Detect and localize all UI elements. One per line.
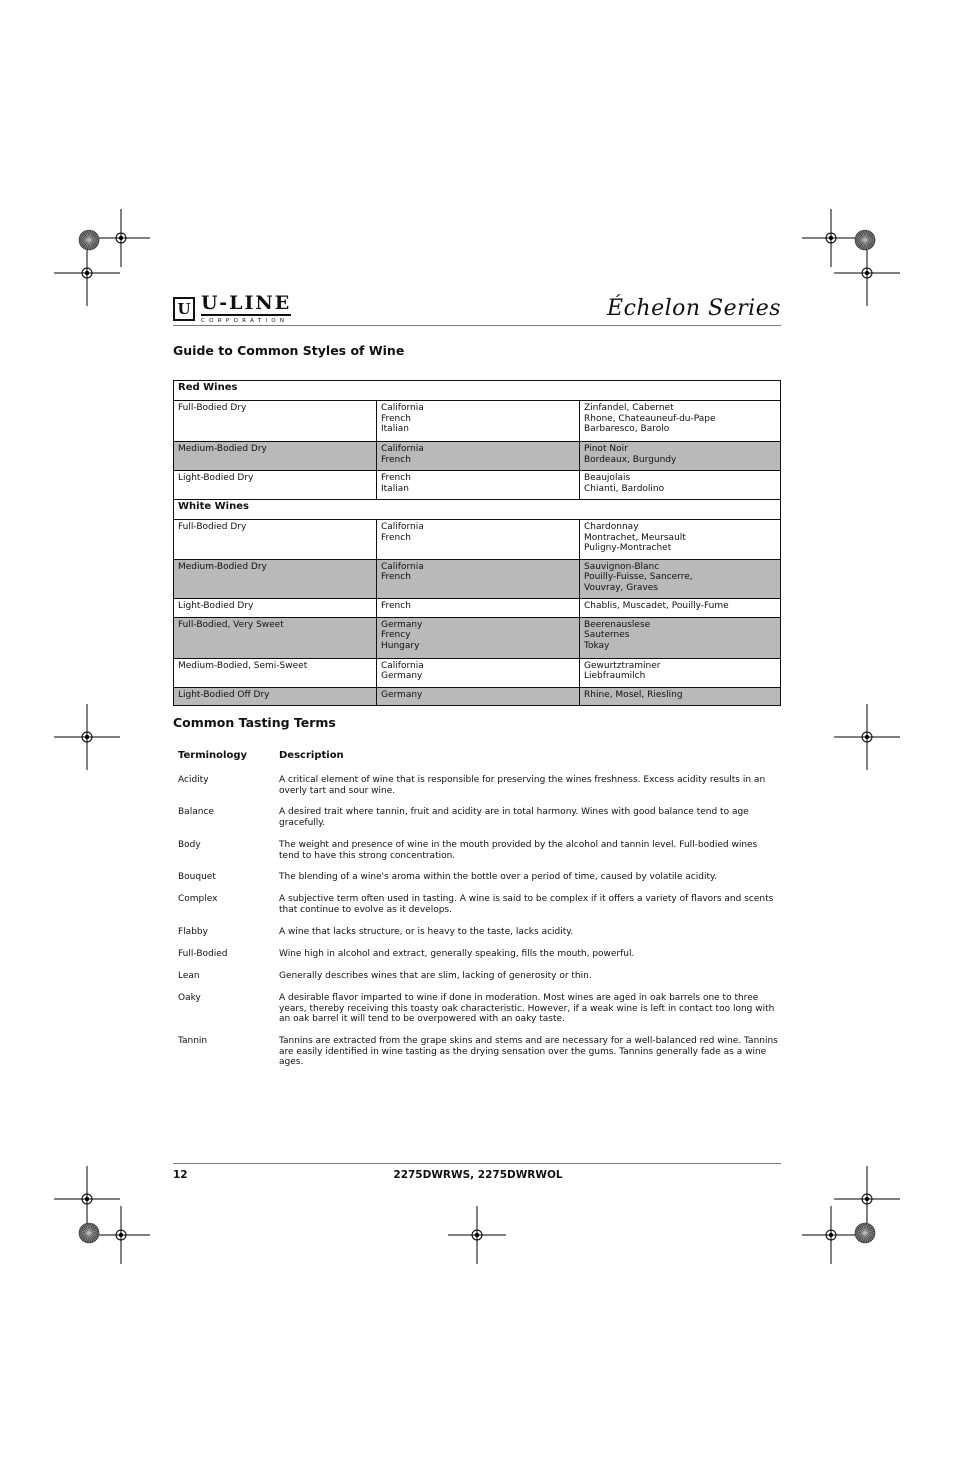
wine-examples [580, 559, 781, 599]
header-rule [173, 325, 781, 326]
category-row [174, 500, 781, 520]
logo-badge-icon: U [173, 297, 195, 321]
term-name: Complex [178, 894, 218, 904]
crosshair-mark-icon [448, 1206, 506, 1264]
term-row [178, 840, 778, 872]
page-number: 12 [173, 1169, 188, 1181]
term-row [178, 1036, 778, 1078]
wine-regions-line: Italian [381, 483, 409, 494]
wine-examples-line: Beerenauslese [584, 619, 651, 630]
wine-style: Medium-Bodied, Semi-Sweet [174, 658, 377, 687]
term-row [178, 971, 778, 993]
crosshair-mark-icon [54, 704, 120, 770]
wine-examples-line: Rhine, Mosel, Riesling [584, 689, 683, 700]
wine-examples [580, 401, 781, 442]
term-name: Balance [178, 807, 214, 817]
term-description: A critical element of wine that is responsible for preserving the wines freshness. Excess acidity results in an overly tart and sour wine. [279, 775, 766, 796]
term-name: Acidity [178, 775, 209, 785]
tasting-terms [178, 751, 778, 1078]
wine-examples-line: Sauternes [584, 630, 630, 640]
brand-name: U-LINE [201, 291, 292, 314]
wine-examples-line: Chablis, Muscadet, Pouilly-Fume [584, 601, 729, 611]
wine-examples-line: Chardonnay [584, 522, 639, 532]
red-wines-label: Red Wines [174, 381, 781, 401]
term-name: Tannin [178, 1036, 208, 1046]
wine-regions-line: Hungary [381, 640, 420, 651]
wine-examples [580, 520, 781, 560]
wine-style: Medium-Bodied Dry [174, 559, 377, 599]
wine-examples-line: Puligny-Montrachet [584, 543, 672, 553]
wine-examples-line: Beaujolais [584, 473, 631, 483]
col-term: Terminology [178, 750, 248, 761]
wine-examples [580, 442, 781, 471]
wine-row [174, 658, 781, 687]
wine-style: Full-Bodied Dry [174, 401, 377, 442]
term-description: A subjective term often used in tasting. A wine is said to be complex if it offers a variety of flavors and scents that continue to evolve as it develops. [279, 894, 774, 915]
crosshair-mark-icon [92, 1206, 150, 1264]
wine-style: Light-Bodied Off Dry [174, 687, 377, 706]
wine-regions [377, 599, 580, 618]
wine-regions-line: French [381, 601, 411, 611]
model-numbers: 2275DWRWS, 2275DWRWOL [393, 1169, 563, 1181]
wine-style: Full-Bodied Dry [174, 520, 377, 560]
wine-row [174, 520, 781, 560]
color-target-icon [78, 1222, 100, 1244]
wine-regions-line: French [381, 532, 411, 543]
wine-examples-line: Bordeaux, Burgundy [584, 454, 677, 465]
term-row [178, 949, 778, 971]
wine-regions-line: Italian [381, 424, 409, 434]
term-name: Lean [178, 971, 200, 981]
wine-row [174, 471, 781, 500]
wine-style: Light-Bodied Dry [174, 471, 377, 500]
wine-row [174, 442, 781, 471]
term-row [178, 775, 778, 807]
wine-row [174, 687, 781, 706]
wine-guide-title: Guide to Common Styles of Wine [173, 343, 405, 358]
color-target-icon [78, 229, 100, 251]
wine-style: Full-Bodied, Very Sweet [174, 617, 377, 658]
wine-regions [377, 687, 580, 706]
brand-sub: CORPORATION [201, 317, 289, 324]
wine-regions-line: California [381, 444, 424, 454]
wine-examples-line: Montrachet, Meursault [584, 532, 686, 543]
wine-examples-line: Chianti, Bardolino [584, 483, 665, 494]
wine-examples [580, 599, 781, 618]
wine-regions-line: French [381, 473, 411, 483]
wine-regions [377, 658, 580, 687]
term-row [178, 993, 778, 1036]
terms-header [178, 751, 778, 775]
category-row [174, 381, 781, 401]
wine-regions-line: French [381, 454, 411, 465]
wine-examples-line: Gewurtztraminer [584, 660, 661, 671]
wine-examples-line: Liebfraumilch [584, 671, 646, 681]
wine-examples-line: Pinot Noir [584, 444, 628, 454]
col-desc: Description [279, 750, 344, 761]
wine-examples-line: Vouvray, Graves [584, 582, 658, 593]
white-wines-label: White Wines [174, 500, 781, 520]
wine-style: Medium-Bodied Dry [174, 442, 377, 471]
term-description: The blending of a wine's aroma within the bottle over a period of time, caused by volatile acidity. [279, 872, 717, 882]
color-target-icon [854, 1222, 876, 1244]
term-row [178, 872, 778, 894]
uline-logo [173, 291, 292, 324]
term-name: Body [178, 840, 201, 850]
wine-examples [580, 617, 781, 658]
term-name: Flabby [178, 927, 208, 937]
wine-examples-line: Rhone, Chateauneuf-du-Pape [584, 413, 716, 424]
wine-row [174, 401, 781, 442]
wine-styles-table [173, 380, 781, 706]
wine-regions [377, 617, 580, 658]
wine-regions-line: California [381, 403, 424, 413]
series-name: Échelon Series [607, 296, 781, 321]
footer-rule [173, 1163, 781, 1164]
term-description: A desired trait where tannin, fruit and acidity are in total harmony. Wines with good balance tend to age gracefully. [279, 807, 749, 828]
crosshair-mark-icon [834, 704, 900, 770]
wine-regions-line: California [381, 522, 424, 532]
wine-regions [377, 442, 580, 471]
wine-row [174, 617, 781, 658]
tasting-title: Common Tasting Terms [173, 715, 336, 730]
term-description: A wine that lacks structure, or is heavy to the taste, lacks acidity. [279, 927, 574, 937]
wine-regions [377, 520, 580, 560]
term-row [178, 894, 778, 927]
wine-examples [580, 471, 781, 500]
wine-regions-line: California [381, 561, 424, 572]
color-target-icon [854, 229, 876, 251]
wine-regions [377, 559, 580, 599]
term-description: Tannins are extracted from the grape skins and stems and are necessary for a well-balanced red wine. Tannins are easily identified in wine tasting as the drying sensation over the gums. Tannins generally fade as a wine ages. [279, 1036, 778, 1068]
wine-row [174, 559, 781, 599]
wine-examples-line: Barbaresco, Barolo [584, 424, 670, 434]
page-header [173, 292, 781, 326]
wine-row [174, 599, 781, 618]
term-row [178, 927, 778, 949]
term-name: Full-Bodied [178, 949, 228, 959]
term-description: A desirable flavor imparted to wine if done in moderation. Most wines are aged in oak barrels one to three years, thereby receiving this toasty oak characteristic. However, if a weak wine is left in contact too long with an oak barrel it will tend to be overpowered with an oaky taste. [279, 993, 775, 1025]
wine-regions [377, 401, 580, 442]
wine-examples-line: Zinfandel, Cabernet [584, 403, 674, 413]
wine-examples-line: Tokay [584, 640, 610, 651]
term-row [178, 807, 778, 840]
term-description: Wine high in alcohol and extract, generally speaking, fills the mouth, powerful. [279, 949, 635, 959]
wine-style: Light-Bodied Dry [174, 599, 377, 618]
wine-examples-line: Sauvignon-Blanc [584, 561, 660, 572]
wine-regions-line: California [381, 660, 424, 671]
wine-regions-line: French [381, 413, 411, 424]
wine-regions-line: French [381, 572, 411, 582]
wine-regions-line: Germany [381, 671, 423, 681]
wine-examples [580, 658, 781, 687]
term-description: The weight and presence of wine in the mouth provided by the alcohol and tannin level. Full-bodied wines tend to have this strong concentration. [279, 840, 758, 861]
wine-examples [580, 687, 781, 706]
wine-examples-line: Pouilly-Fuisse, Sancerre, [584, 572, 693, 582]
wine-regions [377, 471, 580, 500]
term-name: Oaky [178, 993, 201, 1003]
wine-regions-line: Germany [381, 689, 423, 700]
wine-regions-line: Germany [381, 619, 423, 630]
wine-regions-line: Frency [381, 630, 411, 640]
term-name: Bouquet [178, 872, 216, 882]
term-description: Generally describes wines that are slim, lacking of generosity or thin. [279, 971, 592, 981]
